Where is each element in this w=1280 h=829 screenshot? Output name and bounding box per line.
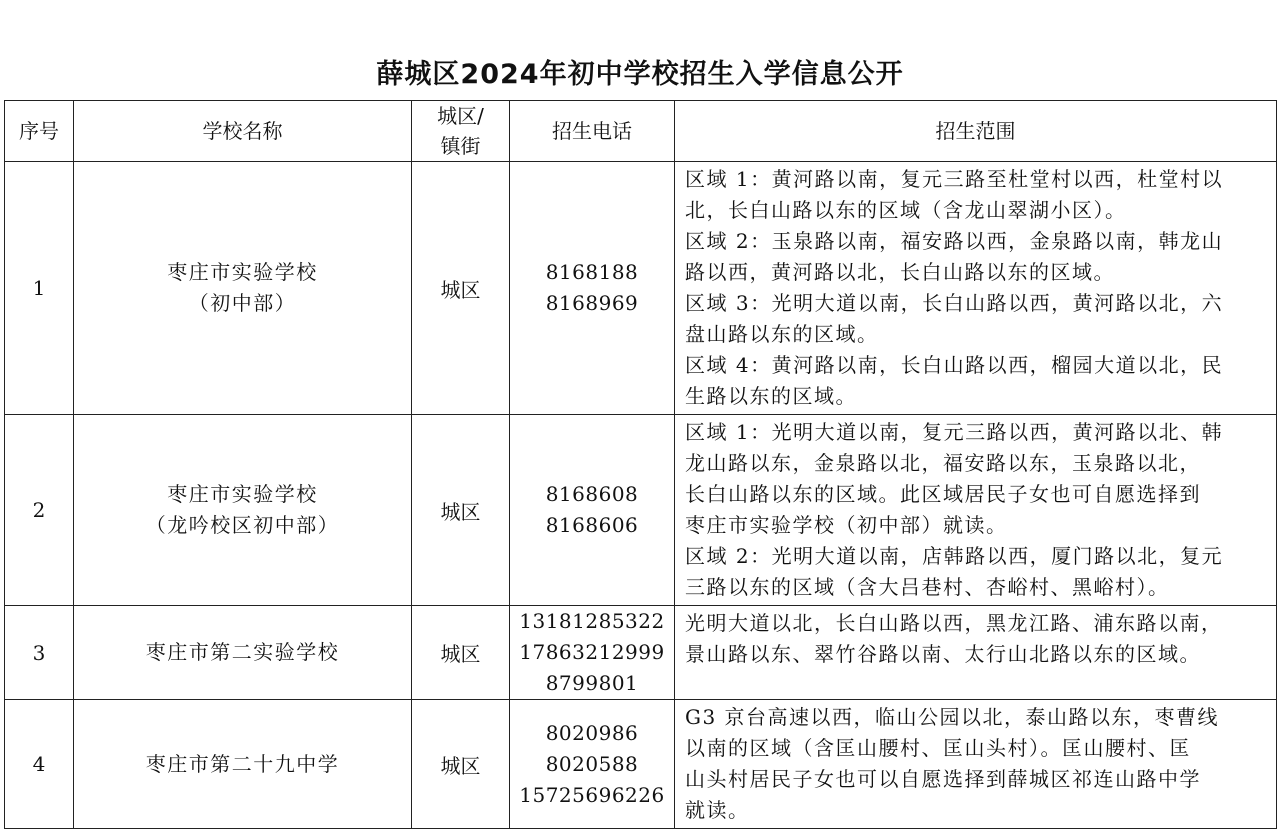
- phone-number: 8168608: [545, 482, 639, 506]
- phone-number: 8020588: [545, 751, 639, 776]
- table-header-row: [5, 101, 1277, 162]
- phone-numbers: [510, 700, 675, 829]
- page-title: 薛城区2024年初中学校招生入学信息公开: [376, 59, 904, 90]
- scope-line: 区域 1：光明大道以南，复元三路以西，黄河路以北、韩: [685, 420, 1224, 444]
- scope-line: 盘山路以东的区域。: [685, 322, 879, 346]
- row-index: 3: [5, 606, 74, 700]
- school-name-line2: （龙吟校区初中部）: [145, 513, 340, 537]
- scope-line: 山头村居民子女也可以自愿选择到薛城区祁连山路中学: [685, 767, 1201, 791]
- school-name-line1: 枣庄市第二十九中学: [145, 751, 340, 776]
- header-district-line1: 城区/: [437, 104, 484, 128]
- school-name-line2: （初中部）: [188, 291, 297, 315]
- district: 城区: [412, 700, 510, 829]
- header-district-line2: 镇街: [440, 134, 481, 158]
- school-name: [74, 700, 412, 829]
- enrollment-scope: [675, 700, 1277, 829]
- school-name: [74, 415, 412, 606]
- scope-line: 区域 4：黄河路以南，长白山路以西，榴园大道以北，民: [685, 353, 1224, 377]
- scope-line: 区域 2：玉泉路以南，福安路以西，金泉路以南，韩龙山: [685, 229, 1224, 253]
- scope-line: 区域 2：光明大道以南，店韩路以西，厦门路以北，复元: [685, 544, 1224, 568]
- enrollment-scope: [675, 415, 1277, 606]
- school-name-line1: 枣庄市第二实验学校: [145, 640, 340, 664]
- scope-line: 生路以东的区域。: [685, 384, 857, 408]
- phone-number: 8168606: [545, 513, 639, 537]
- school-name-line1: 枣庄市实验学校: [167, 482, 318, 506]
- phone-number: 8168969: [545, 291, 639, 315]
- scope-line: 长白山路以东的区域。此区域居民子女也可自愿选择到: [685, 482, 1201, 506]
- scope-line: 光明大道以北，长白山路以西，黑龙江路、浦东路以南，: [685, 611, 1223, 635]
- enrollment-scope: [675, 162, 1277, 415]
- scope-line: G3 京台高速以西，临山公园以北，泰山路以东，枣曹线: [685, 705, 1220, 729]
- row-index: 1: [5, 162, 74, 415]
- scope-line: 就读。: [685, 798, 750, 822]
- school-name: [74, 606, 412, 700]
- phone-number: 8168188: [545, 260, 639, 284]
- district: 城区: [412, 415, 510, 606]
- scope-line: 路以西，黄河路以北，长白山路以东的区域。: [685, 260, 1115, 284]
- enrollment-scope: [675, 606, 1277, 700]
- table-row: [5, 606, 1277, 700]
- header-school: 学校名称: [74, 101, 412, 162]
- table-row: [5, 415, 1277, 606]
- scope-line: 区域 1：黄河路以南，复元三路至杜堂村以西，杜堂村以: [685, 167, 1224, 191]
- table-row: [5, 700, 1277, 829]
- district: 城区: [412, 606, 510, 700]
- district: 城区: [412, 162, 510, 415]
- scope-line: 景山路以东、翠竹谷路以南、太行山北路以东的区域。: [685, 642, 1201, 666]
- phone-numbers: [510, 606, 675, 700]
- phone-numbers: [510, 415, 675, 606]
- phone-number: 8020986: [545, 720, 639, 745]
- header-index: 序号: [5, 101, 74, 162]
- header-scope: 招生范围: [675, 101, 1277, 162]
- scope-line: 区域 3：光明大道以南，长白山路以西，黄河路以北，六: [685, 291, 1224, 315]
- scope-line: 枣庄市实验学校（初中部）就读。: [685, 513, 1008, 537]
- row-index: 2: [5, 415, 74, 606]
- phone-number: 13181285322: [519, 609, 665, 633]
- scope-line: 龙山路以东，金泉路以北，福安路以东，玉泉路以北，: [685, 451, 1201, 475]
- phone-number: 8799801: [545, 671, 639, 695]
- scope-line: 三路以东的区域（含大吕巷村、杏峪村、黑峪村）。: [685, 575, 1170, 599]
- phone-number: 17863212999: [519, 640, 665, 664]
- header-district: [412, 101, 510, 162]
- scope-line: 北，长白山路以东的区域（含龙山翠湖小区）。: [685, 198, 1127, 222]
- school-name: [74, 162, 412, 415]
- enrollment-table: [4, 100, 1277, 829]
- scope-line: 以南的区域（含匡山腰村、匡山头村）。匡山腰村、匡: [685, 736, 1191, 760]
- school-name-line1: 枣庄市实验学校: [167, 260, 318, 284]
- phone-number: 15725696226: [519, 782, 665, 807]
- row-index: 4: [5, 700, 74, 829]
- phone-numbers: [510, 162, 675, 415]
- table-row: [5, 162, 1277, 415]
- header-phone: 招生电话: [510, 101, 675, 162]
